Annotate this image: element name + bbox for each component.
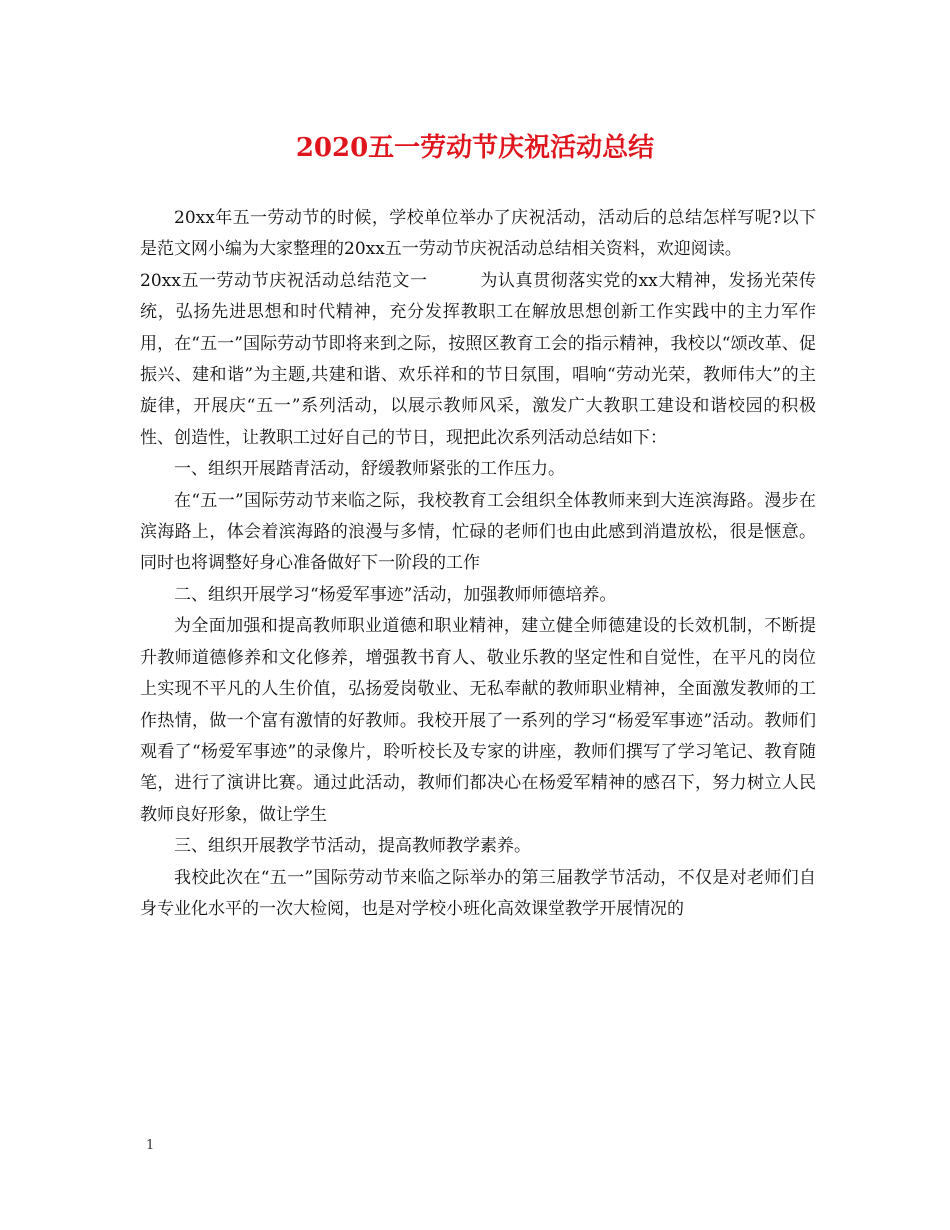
- section-heading-1: 一、组织开展踏青活动，舒缓教师紧张的工作压力。: [174, 459, 565, 480]
- section-paragraph-1: 在“五一”国际劳动节来临之际，我校教育工会组织全体教师来到大连滨海路。漫步在滨海路上，体会着滨海路的浪漫与多情，忙碌的老师们也由此感到消遣放松，很是惬意。同时也将调整好身心准备做好下一阶段的工作: [140, 490, 816, 574]
- document-body: [140, 203, 816, 925]
- section-heading-2: 二、组织开展学习“杨爱军事迹”活动，加强教师师德培养。: [174, 584, 617, 605]
- section-paragraph-3: 我校此次在“五一”国际劳动节来临之际举办的第三届教学节活动，不仅是对老师们自身专业化水平的一次大检阅，也是对学校小班化高效课堂教学开展情况的: [140, 867, 816, 919]
- sample-one-paragraph: 20xx五一劳动节庆祝活动总结范文一 为认真贯彻落实党的xx大精神，发扬光荣传统，弘扬先进思想和时代精神，充分发挥教职工在解放思想创新工作实践中的主力军作用，在“五一”国际劳动节即将来到之际，按照区教育工会的指示精神，我校以“颂改革、促振兴、建和谐”为主题,共建和谐、欢乐祥和的节日氛围，唱响“劳动光荣，教师伟大”的主旋律，开展庆“五一”系列活动，以展示教师风采，激发广大教职工建设和谐校园的积极性、创造性，让教职工过好自己的节日，现把此次系列活动总结如下：: [140, 270, 816, 448]
- section-paragraph-2: 为全面加强和提高教师职业道德和职业精神，建立健全师德建设的长效机制，不断提升教师道德修养和文化修养，增强教书育人、敬业乐教的坚定性和自觉性，在平凡的岗位上实现不平凡的人生价值，弘扬爱岗敬业、无私奉献的教师职业精神，全面激发教师的工作热情，做一个富有激情的好教师。我校开展了一系列的学习“杨爱军事迹”活动。教师们观看了“杨爱军事迹”的录像片，聆听校长及专家的讲座，教师们撰写了学习笔记、教育随笔，进行了演讲比赛。通过此活动，教师们都决心在杨爱军精神的感召下，努力树立人民教师良好形象，做让学生: [140, 616, 816, 825]
- page-number: 1: [146, 1138, 155, 1153]
- intro-paragraph: 20xx年五一劳动节的时候，学校单位举办了庆祝活动，活动后的总结怎样写呢?以下是范文网小编为大家整理的20xx五一劳动节庆祝活动总结相关资料，欢迎阅读。: [140, 208, 816, 260]
- document-title: 2020五一劳动节庆祝活动总结: [295, 133, 655, 163]
- section-heading-3: 三、组织开展教学节活动，提高教师教学素养。: [174, 836, 531, 857]
